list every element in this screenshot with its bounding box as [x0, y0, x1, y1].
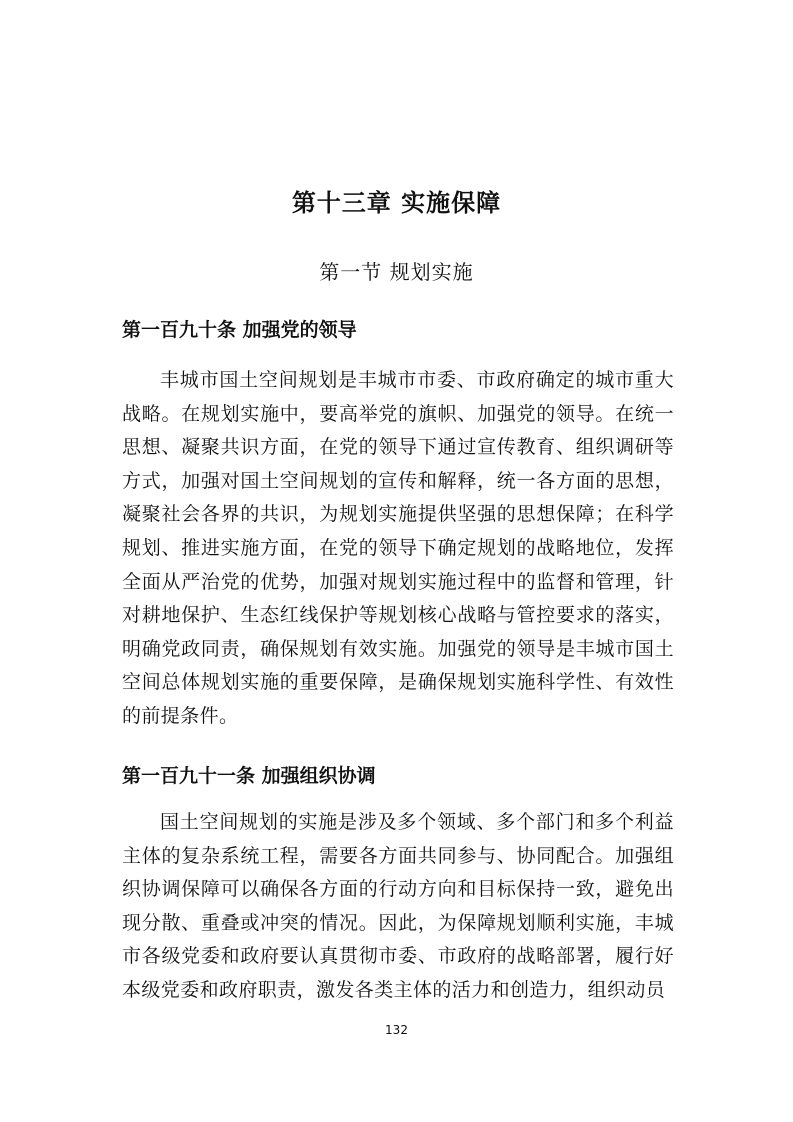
chapter-title: 第十三章 实施保障: [291, 189, 502, 217]
section-title: 第一节 规划实施: [319, 260, 474, 284]
article-190-title: 第一百九十条 加强党的领导: [122, 319, 357, 341]
page-number: 132: [385, 1023, 408, 1037]
article-190-body: 丰城市国土空间规划是丰城市市委、市政府确定的城市重大战略。在规划实施中，要高举党的旗帜、加强党的领导。在统一思想、凝聚共识方面，在党的领导下通过宣传教育、组织调研等方式，加强对国土空间规划的宣传和解释，统一各方面的思想，凝聚社会各界的共识，为规划实施提供坚强的思想保障；在科学规划、推进实施方面，在党的领导下确定规划的战略地位，发挥全面从严治党的优势，加强对规划实施过程中的监督和管理，针对耕地保护、生态红线保护等规划核心战略与管控要求的落实，明确党政同责，确保规划有效实施。加强党的领导是丰城市国土空间总体规划实施的重要保障，是确保规划实施科学性、有效性的前提条件。: [122, 369, 674, 727]
article-191-title: 第一百九十一条 加强组织协调: [122, 765, 376, 787]
article-191-body: 国土空间规划的实施是涉及多个领域、多个部门和多个利益主体的复杂系统工程，需要各方面共同参与、协同配合。加强组织协调保障可以确保各方面的行动方向和目标保持一致，避免出现分散、重叠或冲突的情况。因此，为保障规划顺利实施，丰城市各级党委和政府要认真贯彻市委、市政府的战略部署，履行好本级党委和政府职责，激发各类主体的活力和创造力，组织动员: [122, 811, 674, 1001]
